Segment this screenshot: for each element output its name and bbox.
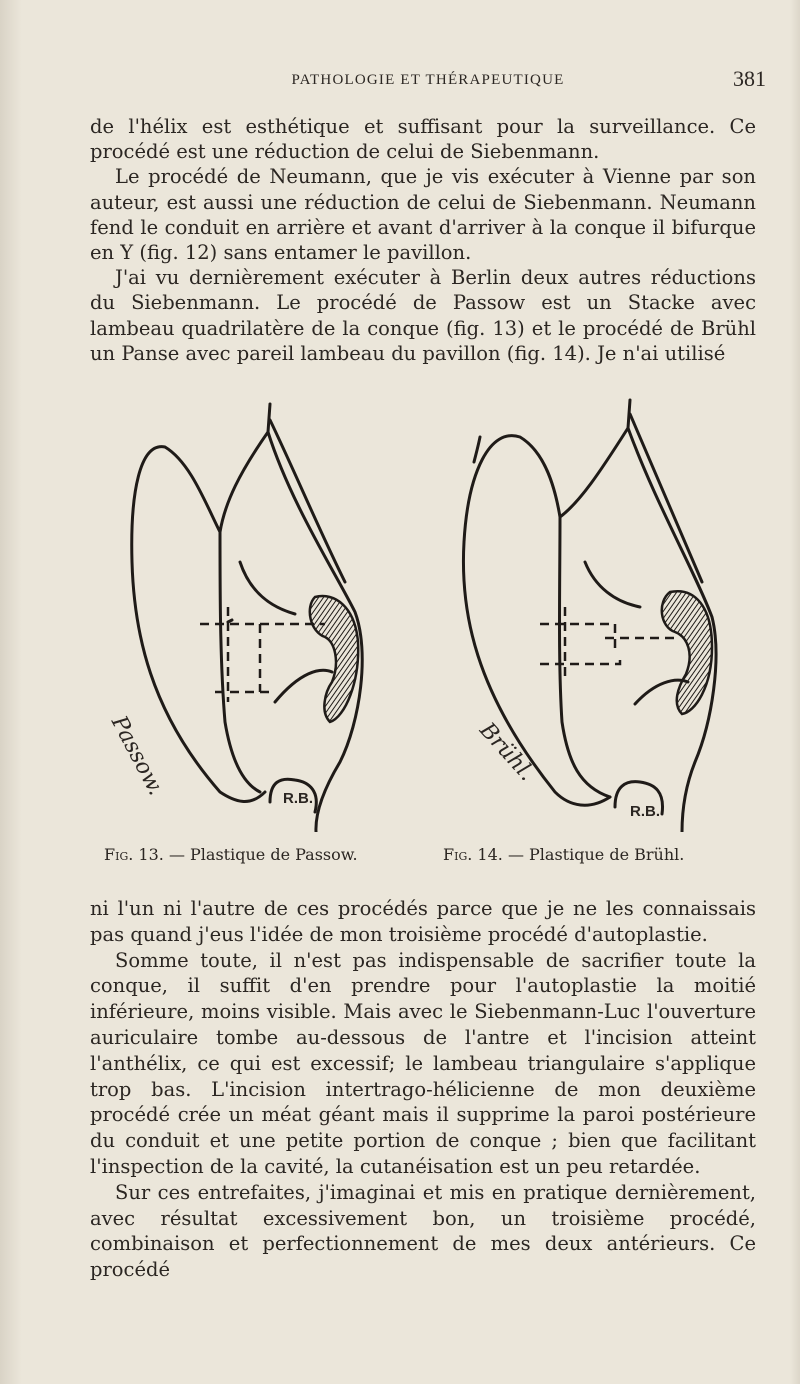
running-header xyxy=(90,66,766,94)
figure-13-label: Fig. 13. xyxy=(104,845,164,864)
paragraph: ni l'un ni l'autre de ces procédés parce que je ne les connaissais pas quand j'eus l'idée de mon troisième procédé d'autoplastie. xyxy=(90,897,756,946)
page-number: 381 xyxy=(733,66,766,91)
paragraph: Le procédé de Neumann, que je vis exécuter à Vienne par son auteur, est aussi une réduction de celui de Siebenmann. Neumann fend le conduit en arrière et avant d'arriver à la conque il bifurque en Y (fig. 12) sans entamer le pavillon. xyxy=(90,165,756,265)
figure-13-caption-text: — Plastique de Passow. xyxy=(168,845,358,864)
top-text-block xyxy=(90,114,756,366)
figure-14-initials: R.B. xyxy=(630,803,660,820)
paragraph: Somme toute, il n'est pas indispensable de sacrifier toute la conque, il suffit d'en prendre pour l'autoplastie la moitié inférieure, moins visible. Mais avec le Siebenmann-Luc l'ouverture auriculaire tombe au-dessous de l'antre et l'incision atteint l'anthélix, ce qui est excessif; le lambeau triangulaire s'applique trop bas. L'incision intertrago-hélicienne de mon deuxième procédé crée un méat géant mais il supprime la paroi postérieure du conduit et une petite portion de conque ; bien que facilitant l'inspection de la cavité, la cutanéisation est un peu retardée. xyxy=(90,948,756,1178)
page-gutter-shadow xyxy=(0,0,22,1384)
figure-13-signature: Passow. xyxy=(105,712,169,800)
page-edge-shadow xyxy=(790,0,800,1384)
paragraph: Sur ces entrefaites, j'imaginai et mis en pratique dernièrement, avec résultat excessivement bon, un troisième procédé, combinaison et perfectionnement de mes deux antérieurs. Ce procédé xyxy=(90,1180,756,1282)
figure-14-signature: Brühl. xyxy=(474,718,540,787)
paragraph: J'ai vu dernièrement exécuter à Berlin deux autres réductions du Siebenmann. Le procédé de Passow est un Stacke avec lambeau quadrilatère de la conque (fig. 13) et le procédé de Brühl un Panse avec pareil lambeau du pavillon (fig. 14). Je n'ai utilisé xyxy=(90,266,756,365)
paragraph: de l'hélix est esthétique et suffisant pour la surveillance. Ce procédé est une réduction de celui de Siebenmann. xyxy=(90,115,756,164)
figure-14-caption xyxy=(443,845,684,864)
ear-drawing-bruhl xyxy=(450,392,740,832)
figure-14-label: Fig. 14. xyxy=(443,845,503,864)
ear-drawing-passow xyxy=(120,392,390,832)
figure-14-ear-illustration xyxy=(450,392,740,832)
running-title: PATHOLOGIE ET THÉRAPEUTIQUE xyxy=(291,72,565,88)
figure-13-initials: R.B. xyxy=(283,790,313,807)
bottom-text-block xyxy=(90,896,756,1283)
figure-13-ear-illustration xyxy=(120,392,390,832)
figure-14-caption-text: — Plastique de Brühl. xyxy=(507,845,685,864)
figure-13-caption xyxy=(104,845,358,864)
